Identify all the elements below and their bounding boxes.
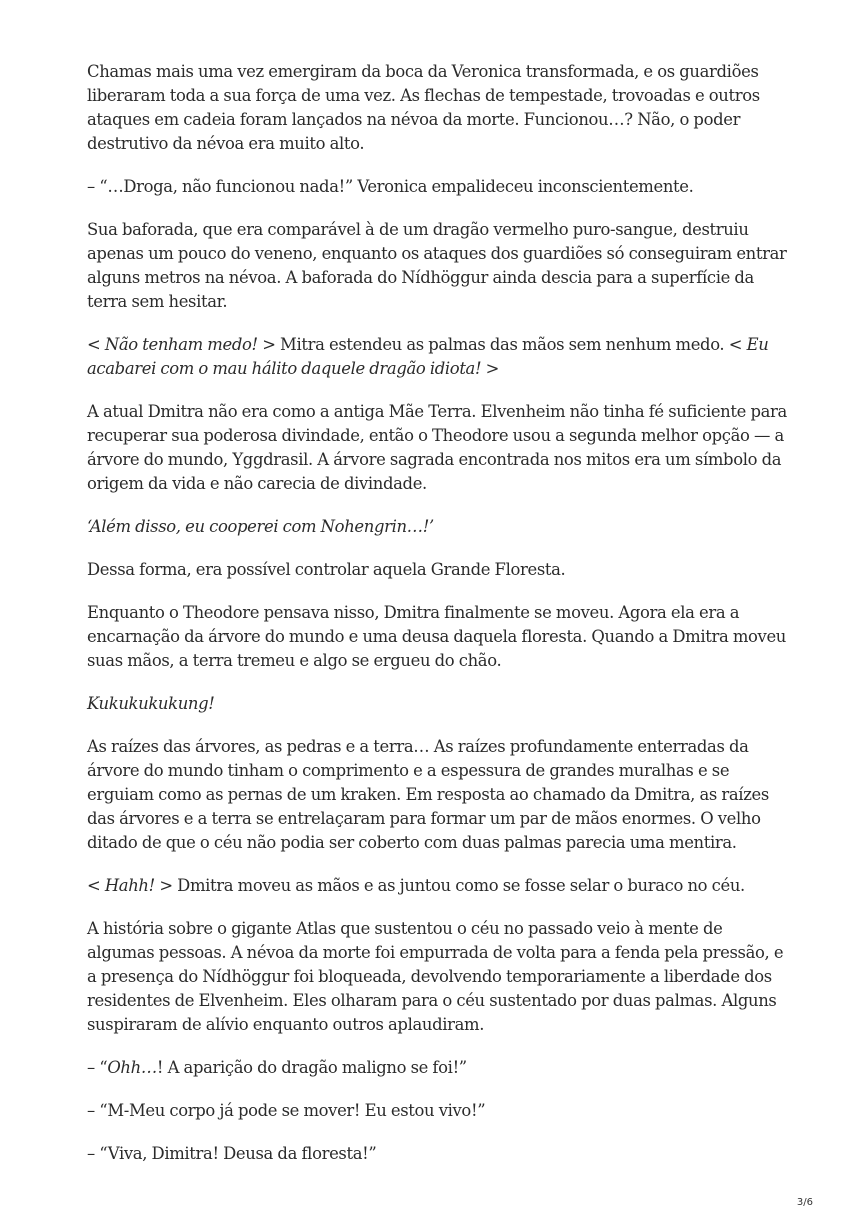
text-run: A atual Dmitra não era como a antiga Mãe Terra. Elvenheim não tinha fé suficiente para recuperar sua poderosa divindade, então o Theodore usou a segunda melhor opção — a árvore do mundo, Yggdrasil. A árvore sagrada encontrada nos mitos era um símbolo da origem da vida e não carecia de divindade. <box>87 402 787 493</box>
paragraph <box>87 692 787 716</box>
text-run: A história sobre o gigante Atlas que sustentou o céu no passado veio à mente de algumas pessoas. A névoa da morte foi empurrada de volta para a fenda pela pressão, e a presença do Nídhöggur foi bloqueada, devolvendo temporariamente a liberdade dos residentes de Elvenheim. Eles olharam para o céu sustentado por duas palmas. Alguns suspiraram de alívio enquanto outros aplaudiram. <box>87 919 784 1034</box>
italic-text: ‘Além disso, eu cooperei com Nohengrin…!’ <box>87 517 434 536</box>
document-page <box>87 60 787 1185</box>
text-run: As raízes das árvores, as pedras e a terra… As raízes profundamente enterradas da árvore do mundo tinham o comprimento e a espessura de grandes muralhas e se erguiam como as pernas de um kraken. Em resposta ao chamado da Dmitra, as raízes das árvores e a terra se entrelaçaram para formar um par de mãos enormes. O velho ditado de que o céu não podia ser coberto com duas palmas parecia uma mentira. <box>87 737 769 852</box>
text-run: – “Viva, Dimitra! Deusa da floresta!” <box>87 1144 377 1163</box>
document-body <box>87 60 787 1166</box>
italic-text: Não tenham medo! <box>104 335 258 354</box>
italic-text: Hahh! <box>104 876 155 895</box>
text-run: ! A aparição do dragão maligno se foi!” <box>156 1058 467 1077</box>
paragraph <box>87 400 787 496</box>
text-run: < <box>87 876 105 895</box>
paragraph <box>87 218 787 314</box>
text-run: > Mitra estendeu as palmas das mãos sem nenhum medo. < <box>257 335 747 354</box>
text-run: < <box>87 335 105 354</box>
paragraph <box>87 1056 787 1080</box>
italic-text: Eu acabarei com o mau hálito daquele dragão idiota! <box>87 335 769 378</box>
text-run: > Dmitra moveu as mãos e as juntou como se fosse selar o buraco no céu. <box>154 876 745 895</box>
text-run: Dessa forma, era possível controlar aquela Grande Floresta. <box>87 560 566 579</box>
text-run: Chamas mais uma vez emergiram da boca da Veronica transformada, e os guardiões liberaram toda a sua força de uma vez. As flechas de tempestade, trovoadas e outros ataques em cadeia foram lançados na névoa da morte. Funcionou…? Não, o poder destrutivo da névoa era muito alto. <box>87 62 760 153</box>
italic-text: Ohh… <box>107 1058 157 1077</box>
text-run: Enquanto o Theodore pensava nisso, Dmitra finalmente se moveu. Agora ela era a encarnação da árvore do mundo e uma deusa daquela floresta. Quando a Dmitra moveu suas mãos, a terra tremeu e algo se ergueu do chão. <box>87 603 787 670</box>
page-number: 3/6 <box>796 1197 813 1208</box>
paragraph <box>87 333 787 381</box>
text-run: Sua baforada, que era comparável à de um dragão vermelho puro-sangue, destruiu apenas um pouco do veneno, enquanto os ataques dos guardiões só conseguiram entrar alguns metros na névoa. A baforada do Nídhöggur ainda descia para a superfície da terra sem hesitar. <box>87 220 787 311</box>
paragraph <box>87 917 787 1037</box>
paragraph <box>87 175 787 199</box>
paragraph <box>87 558 787 582</box>
text-run: > <box>481 359 500 378</box>
paragraph <box>87 60 787 156</box>
paragraph <box>87 1099 787 1123</box>
paragraph <box>87 601 787 673</box>
text-run: – “M-Meu corpo já pode se mover! Eu estou vivo!” <box>87 1101 486 1120</box>
paragraph <box>87 874 787 898</box>
text-run: – “…Droga, não funcionou nada!” Veronica empalideceu inconscientemente. <box>87 177 694 196</box>
text-run: – “ <box>87 1058 108 1077</box>
paragraph <box>87 515 787 539</box>
paragraph <box>87 1142 787 1166</box>
italic-text: Kukukukukung! <box>87 694 215 713</box>
paragraph <box>87 735 787 855</box>
